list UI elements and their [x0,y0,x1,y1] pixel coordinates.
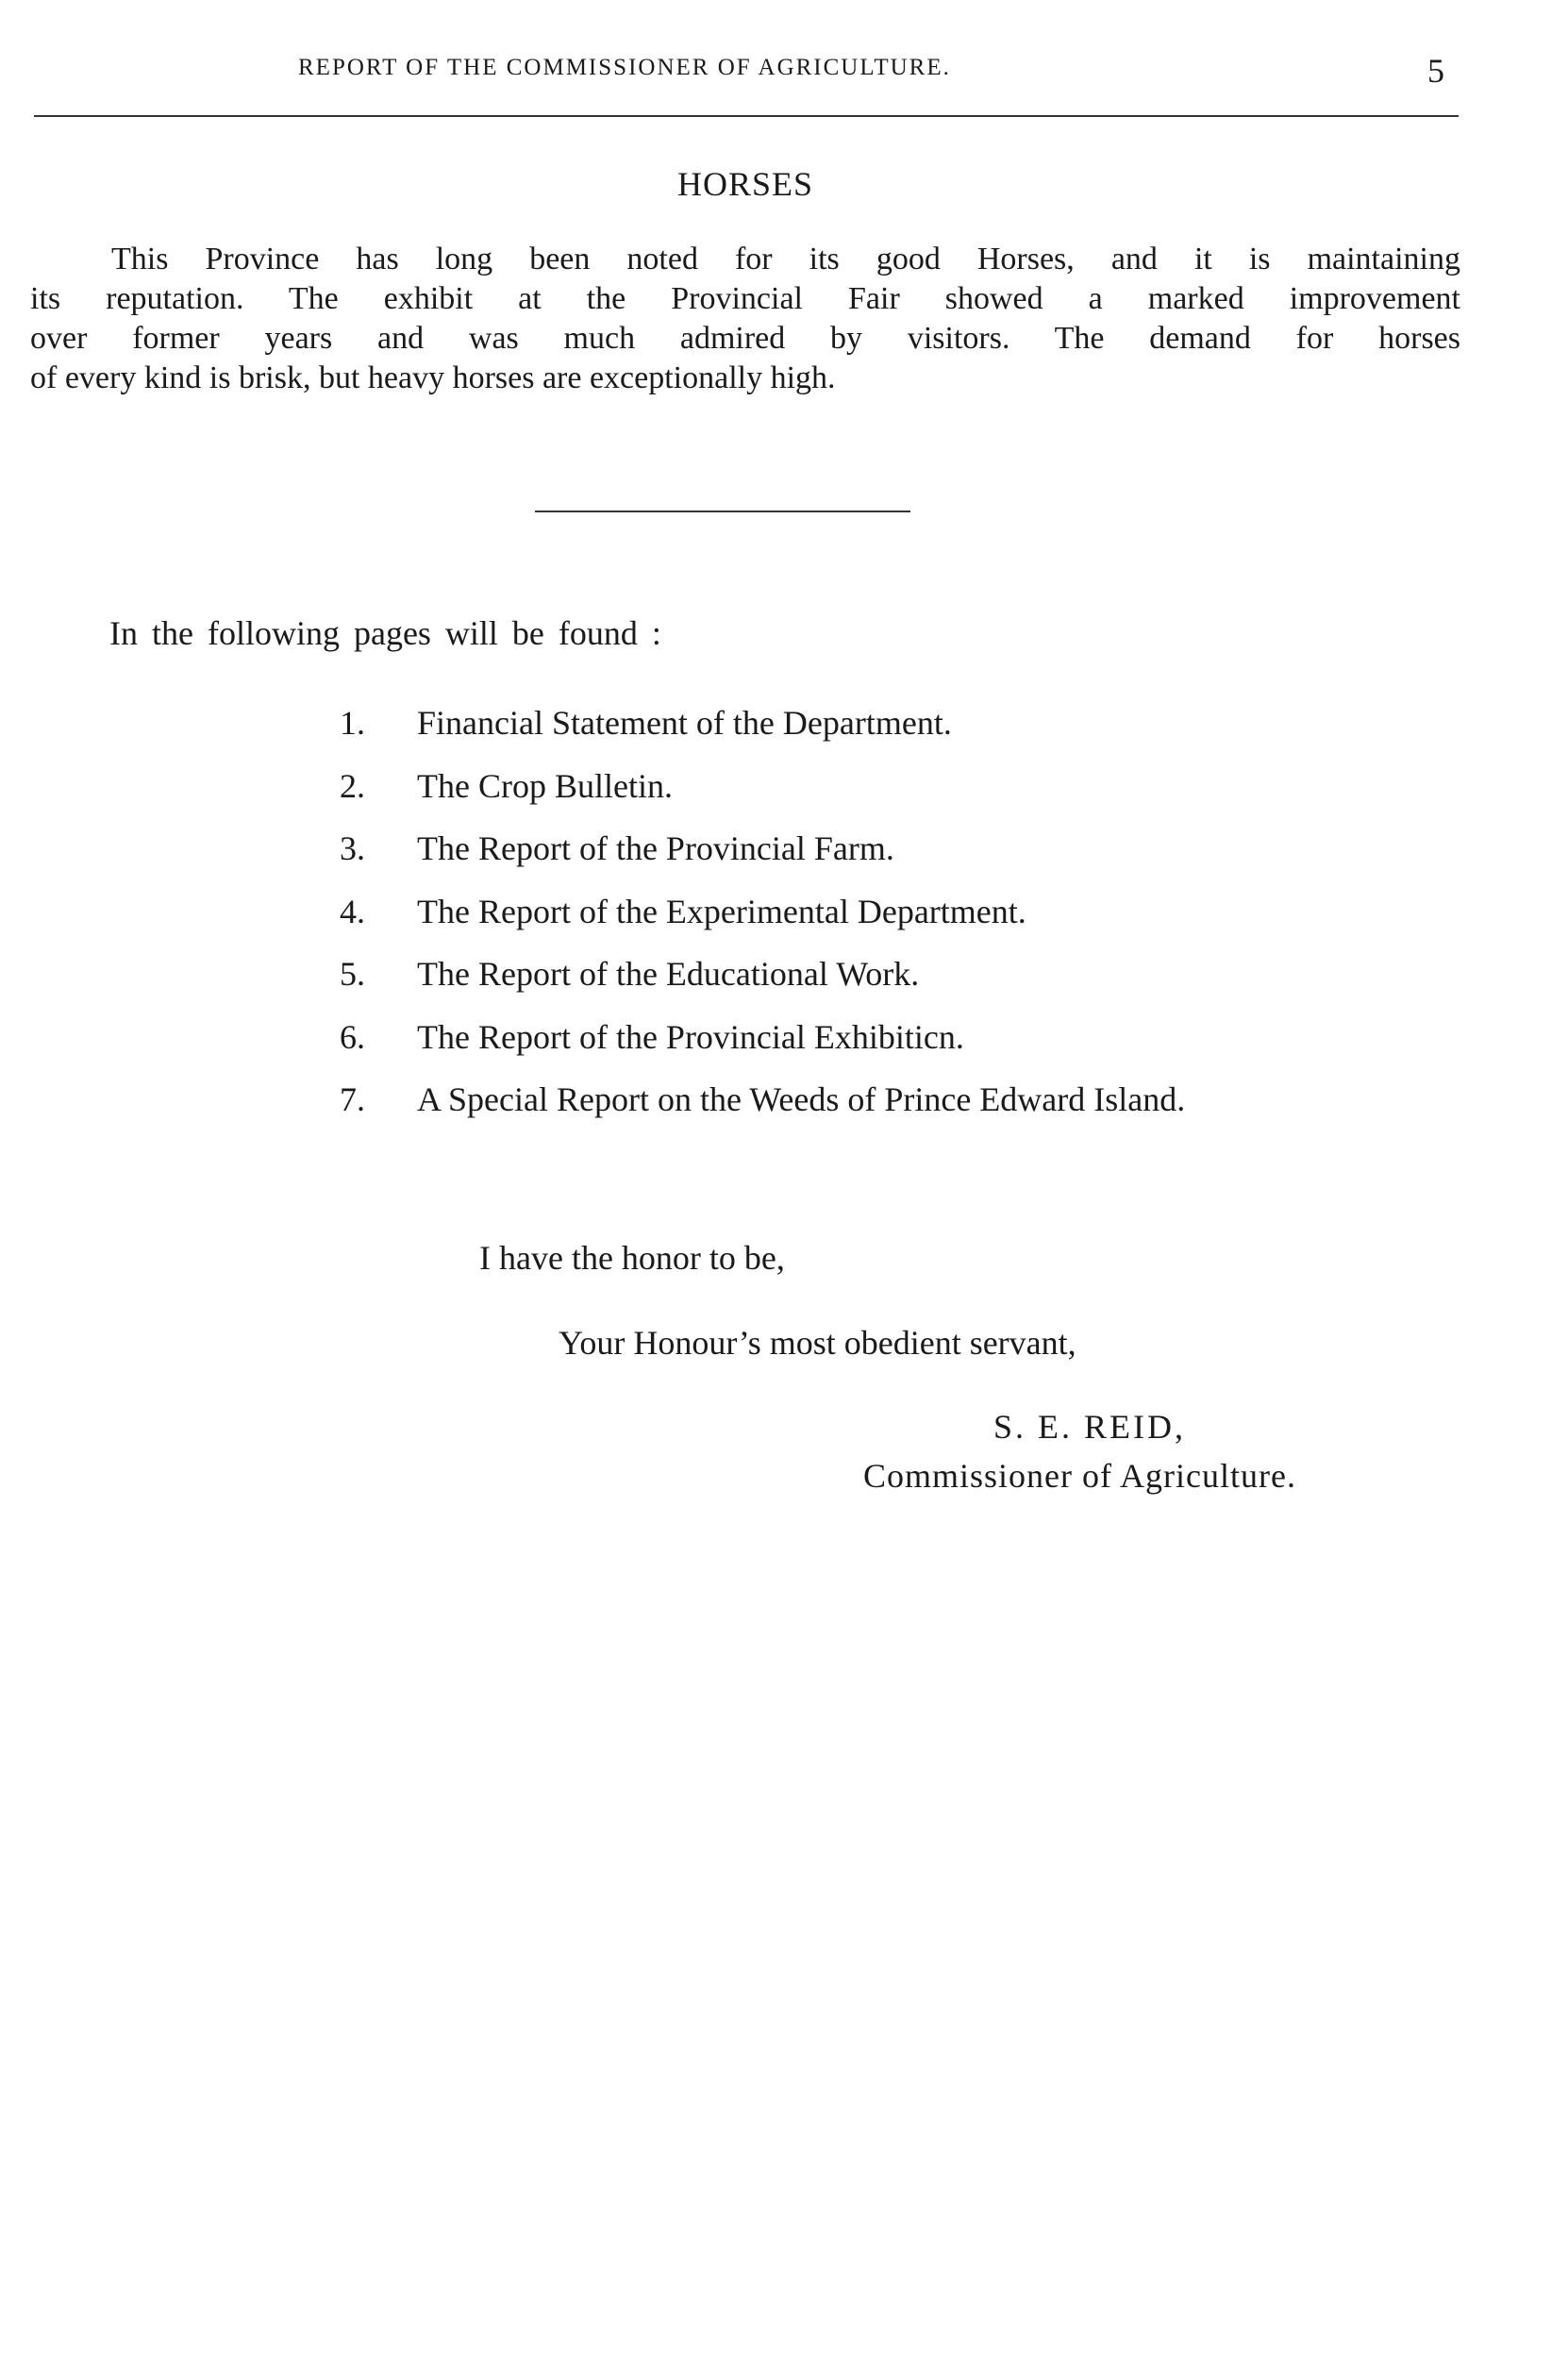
list-item [340,766,1472,829]
horses-paragraph [30,240,1460,398]
closing-salutation: I have the honor to be, [479,1239,785,1277]
list-item-text: The Crop Bulletin. [417,766,673,805]
contents-intro: In the following pages will be found : [109,614,661,652]
list-item-text: Financial Statement of the Department. [417,704,952,742]
list-item-text: The Report of the Experimental Department. [417,892,1026,930]
paragraph-line: over former years and was much admired by visitors. The demand for horses [30,321,1460,356]
list-item-text: The Report of the Provincial Farm. [417,829,894,867]
section-heading: HORSES [676,165,814,203]
paragraph-line: This Province has long been noted for its good Horses, and it is maintaining [111,242,1460,276]
list-item-number: 2. [340,766,365,805]
list-item [340,1080,1472,1143]
list-item-text: A Special Report on the Weeds of Prince Edward Island. [417,1080,1186,1118]
list-item-text: The Report of the Educational Work. [417,955,920,993]
list-item [340,1017,1472,1080]
section-divider [535,510,910,512]
contents-list [340,703,1472,1143]
list-item-number: 1. [340,704,365,742]
list-item-number: 3. [340,829,365,867]
list-item [340,954,1472,1017]
signatory-title: Commissioner of Agriculture. [863,1457,1296,1495]
running-head [0,52,1568,92]
list-item-number: 4. [340,892,365,930]
list-item [340,829,1472,892]
closing-servant-line: Your Honour’s most obedient servant, [559,1324,1076,1362]
header-divider [34,115,1459,117]
list-item [340,892,1472,955]
paragraph-line: its reputation. The exhibit at the Provincial Fair showed a marked improvement [30,281,1460,316]
list-item-number: 7. [340,1080,365,1118]
page-number: 5 [1427,52,1444,90]
running-title: REPORT OF THE COMMISSIONER OF AGRICULTURE. [298,55,951,80]
list-item-number: 5. [340,955,365,993]
signatory-name: S. E. REID, [993,1408,1186,1446]
list-item-text: The Report of the Provincial Exhibiticn. [417,1017,964,1056]
paragraph-line: of every kind is brisk, but heavy horses are exceptionally high. [30,360,836,395]
list-item-number: 6. [340,1017,365,1056]
list-item [340,703,1472,766]
